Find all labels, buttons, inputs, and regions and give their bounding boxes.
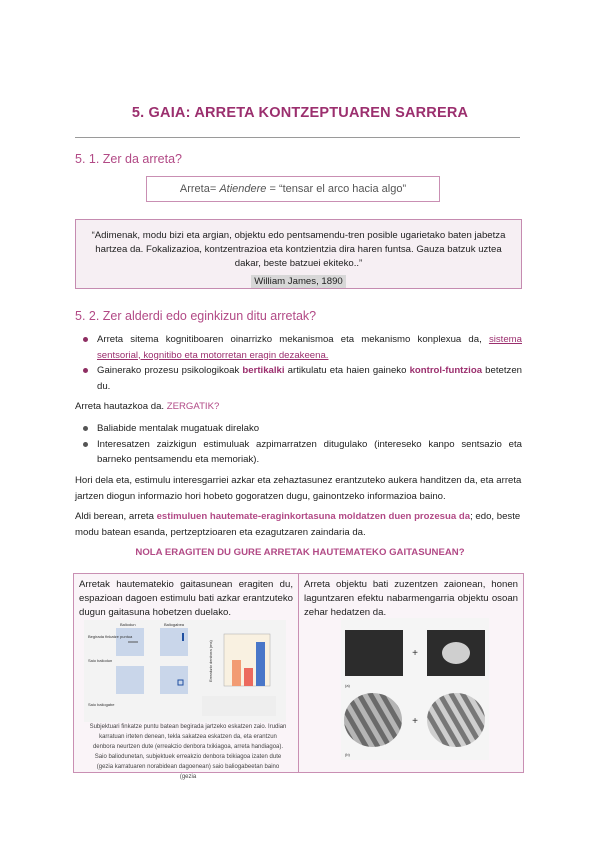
bullet-text: Gainerako prozesu psikologikoak [97, 365, 243, 376]
figure-caption: Subjektuari finkatze puntu batean begirada jartzeko eskatzen zaio. Irudian karratuan irteten denean, tekla sakatzea eskatzen da, eta erantzun denbora neurtzen dute (erreakzio denbora txikiagoa, arreta handiagoa). Saio baliodunetan, subjektuek erreakzio denbora txikiagoa izaten dute (gezia karratuaren norabidean dagoenean) saio baliogabeetan baino (gezia [89, 724, 287, 780]
list-item: Baliabide mentalak mugatuak direlako [97, 421, 522, 437]
bullet-bold: kontrol-funtzioa [409, 365, 483, 376]
quote-author: William James, 1890 [251, 275, 346, 288]
fig-label: Saio baliogabe [88, 702, 115, 707]
gray-ellipse [442, 642, 470, 664]
bullet-bold: bertikalki [242, 365, 285, 376]
invalid-trial-frame2 [160, 666, 188, 694]
bar-valid [232, 660, 241, 686]
bullet-text: betetzen du. [97, 365, 522, 392]
bullet-text: Arreta sitema kognitiboaren oinarrizko mekanismoa eta mekanismo konplexua da, [97, 334, 489, 345]
definition-suffix: = “tensar el arco hacia algo” [266, 183, 407, 195]
comparison-table [73, 573, 524, 780]
section-heading-5-2: 5. 2. Zer alderdi edo eginkizun ditu arretak? [75, 309, 317, 323]
fig-label: Erreakzio denbora (ms) [208, 640, 213, 682]
list-item: Interesatzen zaizkigun estimuluak azpimarratzen ditugulako (intereseko kanpo sentsazio eta barneko pentsamendu eta memoriak). [97, 437, 522, 468]
fig-label: (a) [345, 683, 350, 688]
valid-trial-frame2 [116, 666, 144, 694]
left-cell-text: Arretak hautematekio gaitasunean eragiten du, espazioan dagoen estimulu bati azkar erantzuteko dugun gaitasuna hobetzen duelako. [79, 579, 293, 618]
list-item [97, 332, 522, 363]
paragraph-text: Aldi berean, arreta [75, 511, 157, 522]
definition-box [146, 176, 440, 202]
list-item [97, 363, 522, 394]
bar-invalid [256, 642, 265, 686]
title-divider [75, 137, 520, 138]
why-text: Arreta hautazkoa da. [75, 401, 167, 412]
invalid-trial-frame1 [160, 628, 188, 656]
plus-sign: + [412, 648, 418, 659]
table-heading: NOLA ERAGITEN DU GURE ARRETAK HAUTEMATEKO GAITASUNEAN? [135, 547, 465, 558]
quote-text: “Adimenak, modu bizi eta argian, objektu edo pentsamendu-tren posible ugarietako baten jabetza hartzea da. Fokalizazioa, kontzentrazioa eta kontzientzia dira haren funtsa. Gauza batzuk uztea dakar, beste batzuei ekiteko..” [91, 230, 506, 269]
section-heading-5-1: 5. 1. Zer da arreta? [75, 152, 183, 166]
definition-prefix: Arreta= [179, 183, 220, 195]
right-cell [299, 574, 523, 772]
quote-author-wrap [76, 271, 521, 289]
reasons-list [97, 421, 522, 468]
definition-latin: Atiendere [219, 183, 267, 195]
quote-box [75, 219, 522, 289]
right-cell-text: Arreta objektu bati zuzentzen zaionean, honen laguntzaren efektu nabarmengarria objektu osoan zehar hedatzen da. [304, 579, 518, 618]
striped-grating-b [427, 693, 485, 747]
page-title: 5. GAIA: ARRETA KONTZEPTUAREN SARRERA [131, 105, 469, 121]
fig-label: Begirada finkatze puntua [88, 634, 133, 639]
bullet-text: artikulatu eta haien gaineko [284, 365, 410, 376]
fig-label: (b) [345, 752, 350, 757]
paragraph-text: ; edo, beste modu batean esanda, pertzeptzioaren eta ezagutzaren zaindaria da. [75, 511, 521, 538]
object-attention-figure [341, 618, 489, 760]
fig-label: Baliodun [120, 622, 136, 627]
why-line [75, 399, 219, 415]
plus-sign: + [412, 716, 418, 727]
striped-grating-a [344, 693, 402, 747]
fig-label: Saio baliodun [88, 658, 113, 663]
left-cell [74, 574, 299, 780]
cueing-figure [84, 620, 286, 722]
function-bullet-list [97, 332, 522, 394]
black-square-a [345, 630, 403, 676]
fig-label: Baliogabea [164, 622, 185, 627]
paragraph-highlight: estimuluen hautemate-eraginkortasuna moldatzen duen prozesua da [156, 511, 471, 522]
why-question: ZERGATIK? [166, 401, 220, 412]
bar-neutral [244, 668, 253, 686]
bullet-underlined: sistema sentsorial, kognitibo eta motorretan eragin dezakeena. [97, 334, 522, 361]
paragraph-2 [75, 509, 522, 540]
paragraph-1: Hori dela eta, estimulu interesgarriei azkar eta zehaztasunez erantzuteko aukera handitzen da, eta arreta jartzen diogun informazio hori hobeto gogoratzen dugu, gainontzeko informazioa baino. [75, 475, 522, 502]
